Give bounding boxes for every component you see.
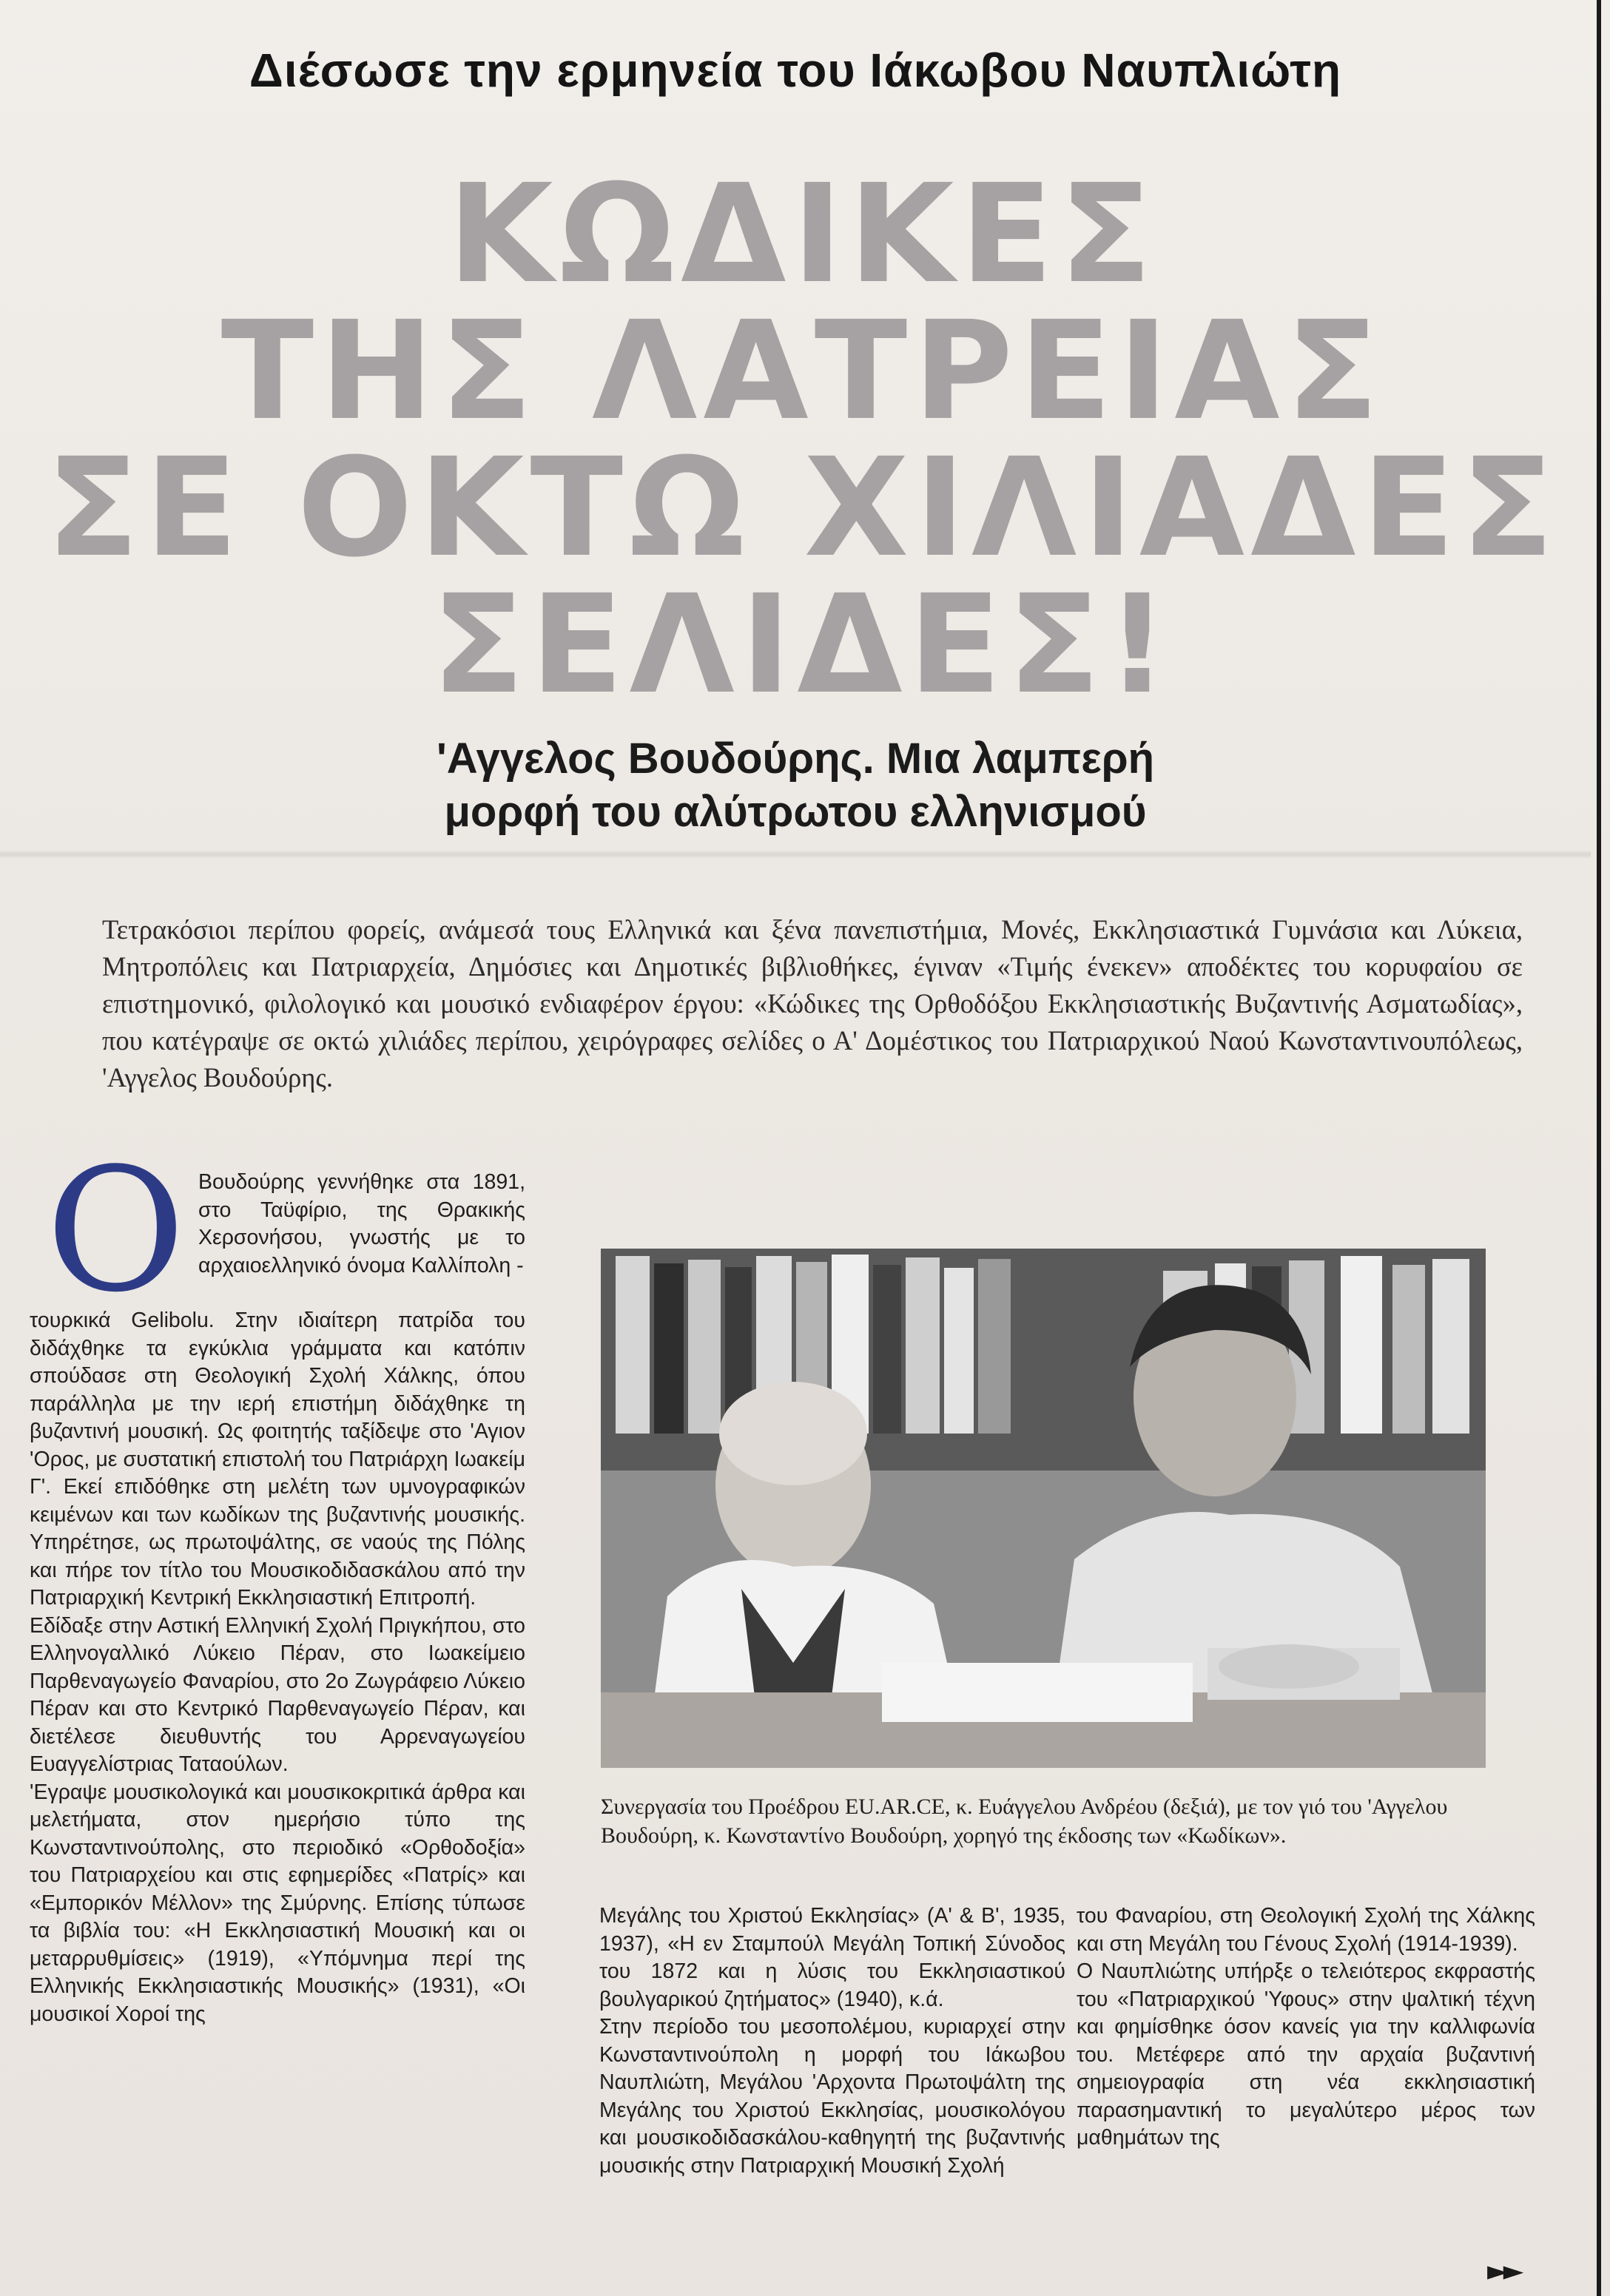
headline-line-1: ΚΩΔΙΚΕΣ <box>448 155 1158 314</box>
column-3-paragraph-2: Ο Ναυπλιώτης υπήρξε ο τελειότερος εκφραστής του «Πατριαρχικού 'Υφους» στην ψαλτική τέχνη και φημίσθηκε όσον κανείς για την καλλιφωνία του. Μετέφερε από την αρχαία βυζαντινή σημειογραφία στη νέα εκκλησιαστική παρασημαντική το μεγαλύτερο μέρος των μαθημάτων της <box>1077 1959 1535 2150</box>
article-photo <box>601 1249 1486 1768</box>
column-1-body <box>30 1307 525 2028</box>
paper-fold-line <box>0 851 1591 858</box>
drop-cap: Ο <box>46 1132 186 1330</box>
article-lead: Τετρακόσιοι περίπου φορείς, ανάμεσά τους Ελληνικά και ξένα πανεπιστήμια, Μονές, Εκκλησιαστικά Γυμνάσια και Λύκεια, Μητροπόλεις και Πατριαρχεία, Δημόσιες και Δημοτικές βιβλιοθήκες, έγιναν «Τιμής ένεκεν» αποδέκτες του κορυφαίου σε επιστημονικό, φιλολογικό και μουσικό ενδιαφέρον έργου: «Κώδικες της Ορθοδόξου Εκκλησιαστικής Βυζαντινής Ασματωδίας», που κατέγραψε σε οκτώ χιλιάδες περίπου, χειρόγραφες σελίδες ο Α' Δομέστικος του Πατριαρχικού Ναού Κωνσταντινουπόλεως, 'Αγγελος Βουδούρης. <box>102 914 1523 1093</box>
continued-arrow-icon: ►► <box>1487 2256 1520 2286</box>
column-3-body <box>1077 1902 1535 2152</box>
article-kicker: Διέσωσε την ερμηνεία του Ιάκωβου Ναυπλιώτη <box>249 44 1342 97</box>
subtitle-line-1: 'Αγγελος Βουδούρης. Μια λαμπερή <box>436 735 1155 783</box>
article-headline <box>30 155 1576 724</box>
column-2-paragraph-1: Μεγάλης του Χριστού Εκκλησίας» (Α' & Β', 1935, 1937), «Η εν Σταμπούλ Μεγάλη Τοπική Σύνοδος του 1872 και η λύσις του Εκκλησιαστικού βουλγαρικού ζητήματος» (1940), κ.ά. <box>599 1904 1065 2011</box>
column-3-paragraph-1: του Φαναρίου, στη Θεολογική Σχολή της Χάλκης και στη Μεγάλη του Γένους Σχολή (1914-1939). <box>1077 1904 1535 1956</box>
column-1-intro: Βουδούρης γεννήθηκε στα 1891, στο Ταϋφίριο, της Θρακικής Χερσονήσου, γνωστής με το αρχαιοελληνικό όνομα Καλλίπολη - <box>198 1170 525 1277</box>
column-2-paragraph-2: Στην περίοδο του μεσοπολέμου, κυριαρχεί στην Κωνσταντινούπολη η μορφή του Ιάκωβου Ναυπλιώτη, Μεγάλου 'Αρχοντα Πρωτοψάλτη της Μεγάλης του Χριστού Εκκλησίας, μουσικολόγου και μουσικοδιδασκάλου-καθηγητή της βυζαντινής μουσικής στην Πατριαρχική Μουσική Σχολή <box>599 2015 1065 2178</box>
subtitle-line-2: μορφή του αλύτρωτου ελληνισμού <box>444 788 1147 836</box>
headline-line-2: ΤΗΣ ΛΑΤΡΕΙΑΣ <box>220 292 1385 450</box>
photo-caption: Συνεργασία του Προέδρου EU.AR.CE, κ. Ευάγγελου Ανδρέου (δεξιά), με τον γιό του 'Αγγελου Βουδούρη, κ. Κωνσταντίνο Βουδούρη, χορηγό της έκδοσης των «Κωδίκων». <box>601 1794 1448 1848</box>
article-subtitle <box>148 732 1443 839</box>
column-1-paragraph-2: Εδίδαξε στην Αστική Ελληνική Σχολή Πριγκήπου, στο Ελληνογαλλικό Λύκειο Πέραν, στο Ιωακείμειο Παρθεναγωγείο Φαναρίου, στο 2ο Ζωγράφειο Λύκειο Πέραν και στο Κεντρικό Παρθεναγωγείο Πέραν, και διετέλεσε διευθυντής του Αρρεναγωγείου Ευαγγελίστριας Ταταούλων. <box>30 1613 525 1776</box>
column-2-body <box>599 1902 1065 2180</box>
headline-line-3: ΣΕ ΟΚΤΩ ΧΙΛΙΑΔΕΣ <box>46 429 1560 587</box>
column-1-paragraph-1: τουρκικά Gelibolu. Στην ιδιαίτερη πατρίδα του διδάχθηκε τα εγκύκλια γράμματα και κατόπιν σπούδασε στη Θεολογική Σχολή Χάλκης, όπου παράλληλα με την ιερή επιστήμη διδάχθηκε τη βυζαντινή μουσική. Ως φοιτητής ταξίδεψε στο 'Αγιον 'Ορος, με συστατική επιστολή του Πατριάρχη Ιωακείμ Γ'. Εκεί επιδόθηκε στη μελέτη των υμνογραφικών κειμένων και των κωδίκων της βυζαντινής μουσικής. Υπηρέτησε, ως πρωτοψάλτης, σε ναούς της Πόλης και πήρε τον τίτλο του Μουσικοδιδασκάλου από την Πατριαρχική Κεντρική Εκκλησιαστική Επιτροπή. <box>30 1309 525 1610</box>
column-rule <box>1597 0 1601 2296</box>
headline-line-4: ΣΕΛΙΔΕΣ! <box>431 566 1174 724</box>
column-1-paragraph-3: 'Εγραψε μουσικολογικά και μουσικοκριτικά άρθρα και μελετήματα, στον ημερήσιο τύπο της Κωνσταντινούπολης, στο περιοδικό «Ορθοδοξία» του Πατριαρχείου και στις εφημερίδες «Πατρίς» και «Εμπορικόν Μέλλον» της Σμύρνης. Επίσης τύπωσε τα βιβλία του: «Η Εκκλησιαστική Μουσική και οι μεταρρυθμίσεις» (1919), «Υπόμνημα περί της Ελληνικής Εκκλησιαστικής Μουσικής» (1931), «Οι μουσικοί Χοροί της <box>30 1780 525 2026</box>
photo-two-men-at-desk <box>601 1249 1486 1768</box>
